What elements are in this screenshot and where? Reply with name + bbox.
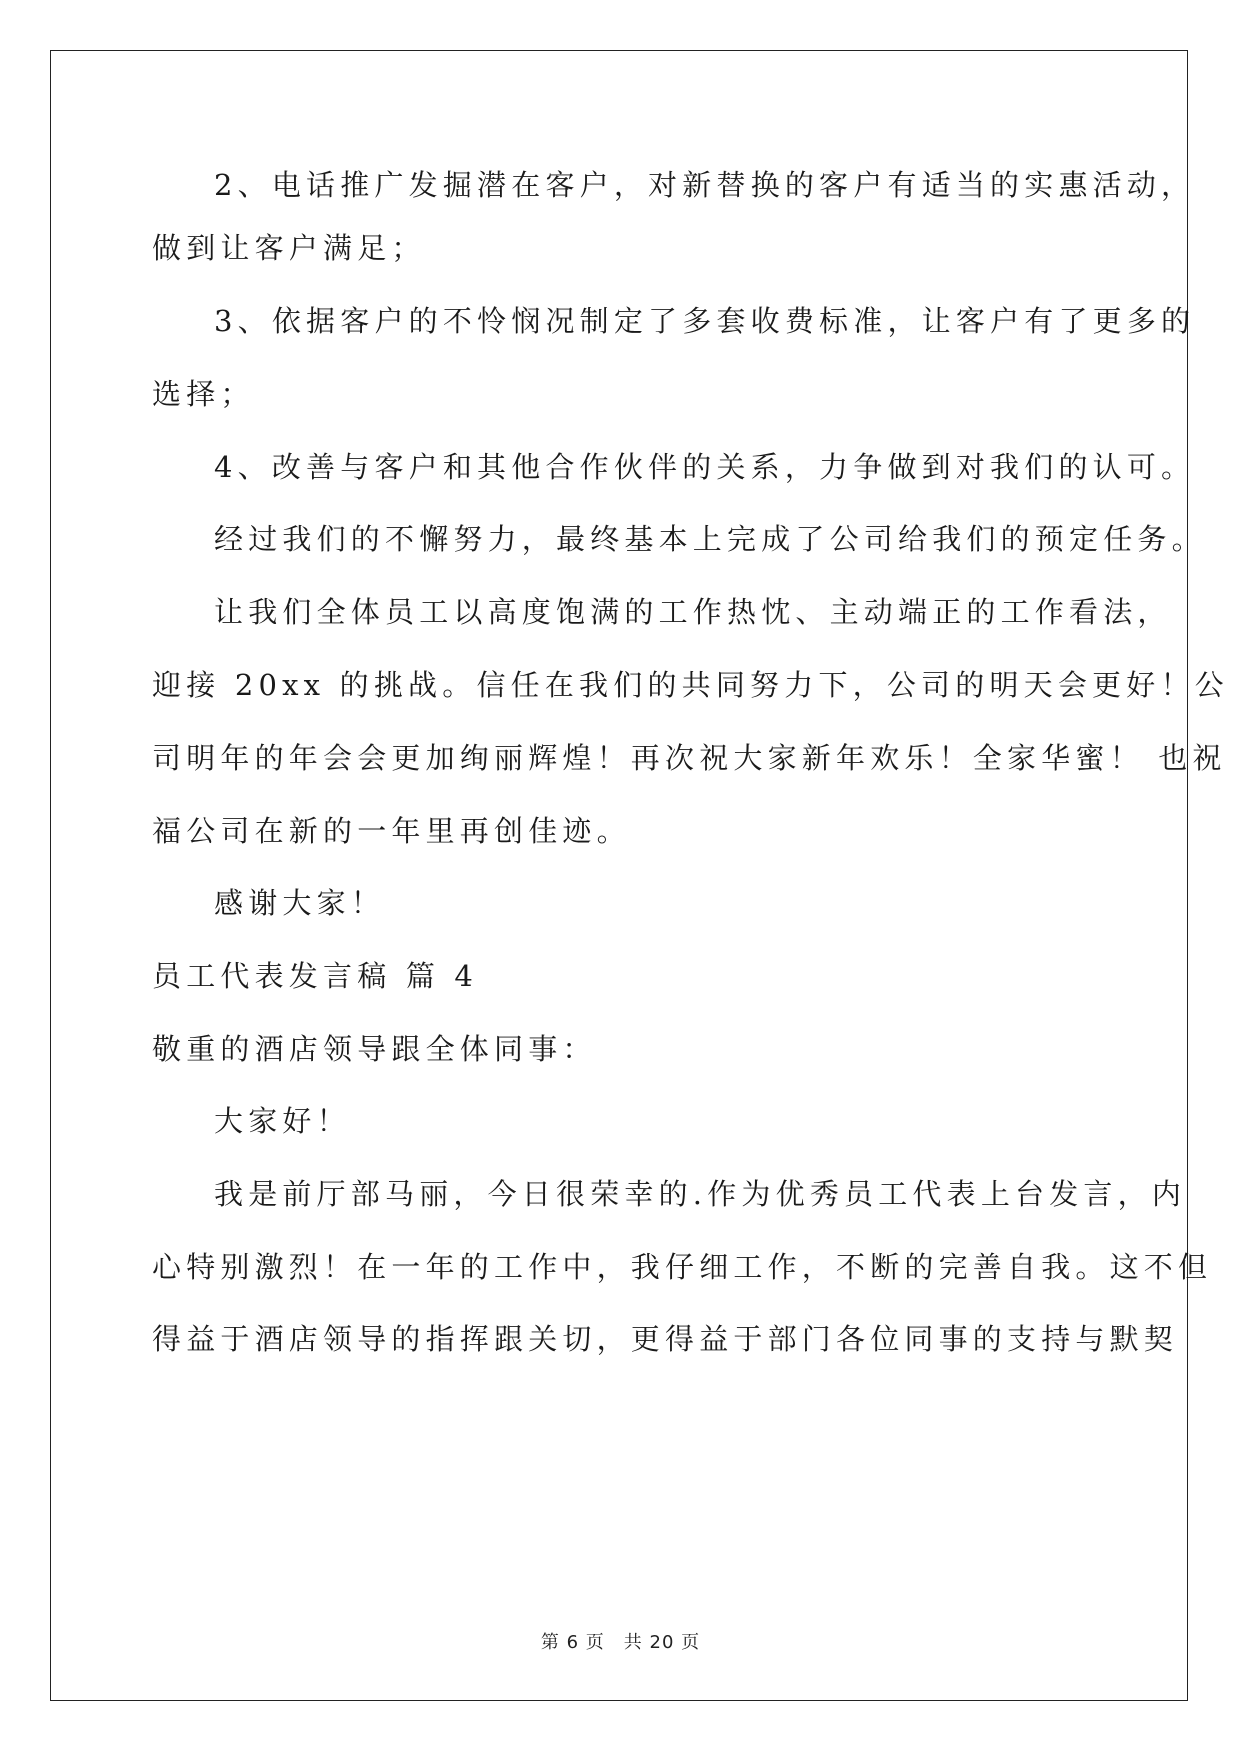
greeting: 大家好！ xyxy=(214,1104,351,1138)
closing-line: 感谢大家！ xyxy=(214,886,386,920)
paragraph-line: 2、电话推广发掘潜在客户，对新替换的客户有适当的实惠活动， xyxy=(214,168,1196,202)
paragraph-line: 4、改善与客户和其他合作伙伴的关系，力争做到对我们的认可。 xyxy=(214,450,1196,484)
paragraph-line: 得益于酒店领导的指挥跟关切，更得益于部门各位同事的支持与默契 xyxy=(152,1322,1179,1356)
paragraph-line: 经过我们的不懈努力，最终基本上完成了公司给我们的预定任务。 xyxy=(214,522,1206,556)
paragraph-line: 心特别激烈！在一年的工作中，我仔细工作，不断的完善自我。这不但 xyxy=(152,1250,1213,1284)
paragraph-line: 我是前厅部马丽，今日很荣幸的.作为优秀员工代表上台发言，内 xyxy=(214,1177,1187,1211)
paragraph-line: 让我们全体员工以高度饱满的工作热忱、主动端正的工作看法， xyxy=(214,595,1172,629)
paragraph-line: 迎接 20xx 的挑战。信任在我们的共同努力下，公司的明天会更好！公 xyxy=(152,668,1229,702)
section-heading: 员工代表发言稿 篇 4 xyxy=(152,959,479,993)
paragraph-line: 司明年的年会会更加绚丽辉煌！再次祝大家新年欢乐！全家华蜜！ 也祝 xyxy=(152,741,1227,775)
page-border xyxy=(50,50,1188,1701)
paragraph-line: 选择； xyxy=(152,377,255,411)
paragraph-line: 做到让客户满足； xyxy=(152,231,426,265)
page-number: 第 6 页 共 20 页 xyxy=(540,1632,701,1653)
paragraph-line: 福公司在新的一年里再创佳迹。 xyxy=(152,814,631,848)
salutation: 敬重的酒店领导跟全体同事： xyxy=(152,1032,597,1066)
paragraph-line: 3、依据客户的不怜悯况制定了多套收费标准，让客户有了更多的 xyxy=(214,304,1196,338)
